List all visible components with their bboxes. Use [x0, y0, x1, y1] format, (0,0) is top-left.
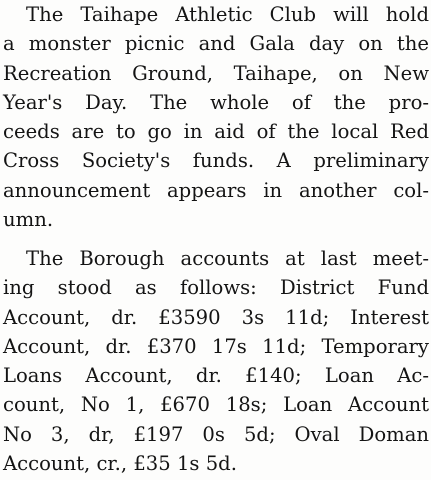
text-line: Account, dr. £3590 3s 11d; Interest [3, 305, 429, 329]
text-line: Year's Day. The whole of the pro- [3, 90, 429, 114]
text-line: No 3, dr, £197 0s 5d; Oval Doman [3, 422, 429, 446]
text-line: Cross Society's funds. A preliminary [3, 149, 429, 173]
text-line: umn. [3, 208, 54, 232]
paragraph-athletic-club-picnic [0, 0, 431, 234]
text-line: Account, cr., £35 1s 5d. [3, 452, 237, 476]
text-line: Account, dr. £370 17s 11d; Temporary [3, 334, 429, 358]
text-line: count, No 1, £670 18s; Loan Account [3, 393, 429, 417]
text-line: ing stood as follows: District Fund [3, 276, 429, 300]
text-line: announcement appears in another col- [3, 178, 429, 202]
text-line: The Taihape Athletic Club will hold [26, 3, 429, 26]
text-line: ceeds are to go in aid of the local Red [3, 120, 429, 144]
text-line: a monster picnic and Gala day on the [3, 32, 429, 56]
paragraph-borough-accounts [0, 244, 431, 478]
text-line: The Borough accounts at last meet- [26, 247, 429, 270]
text-line: Recreation Ground, Taihape, on New [3, 61, 429, 85]
text-line: Loans Account, dr. £140; Loan Ac- [3, 364, 429, 388]
